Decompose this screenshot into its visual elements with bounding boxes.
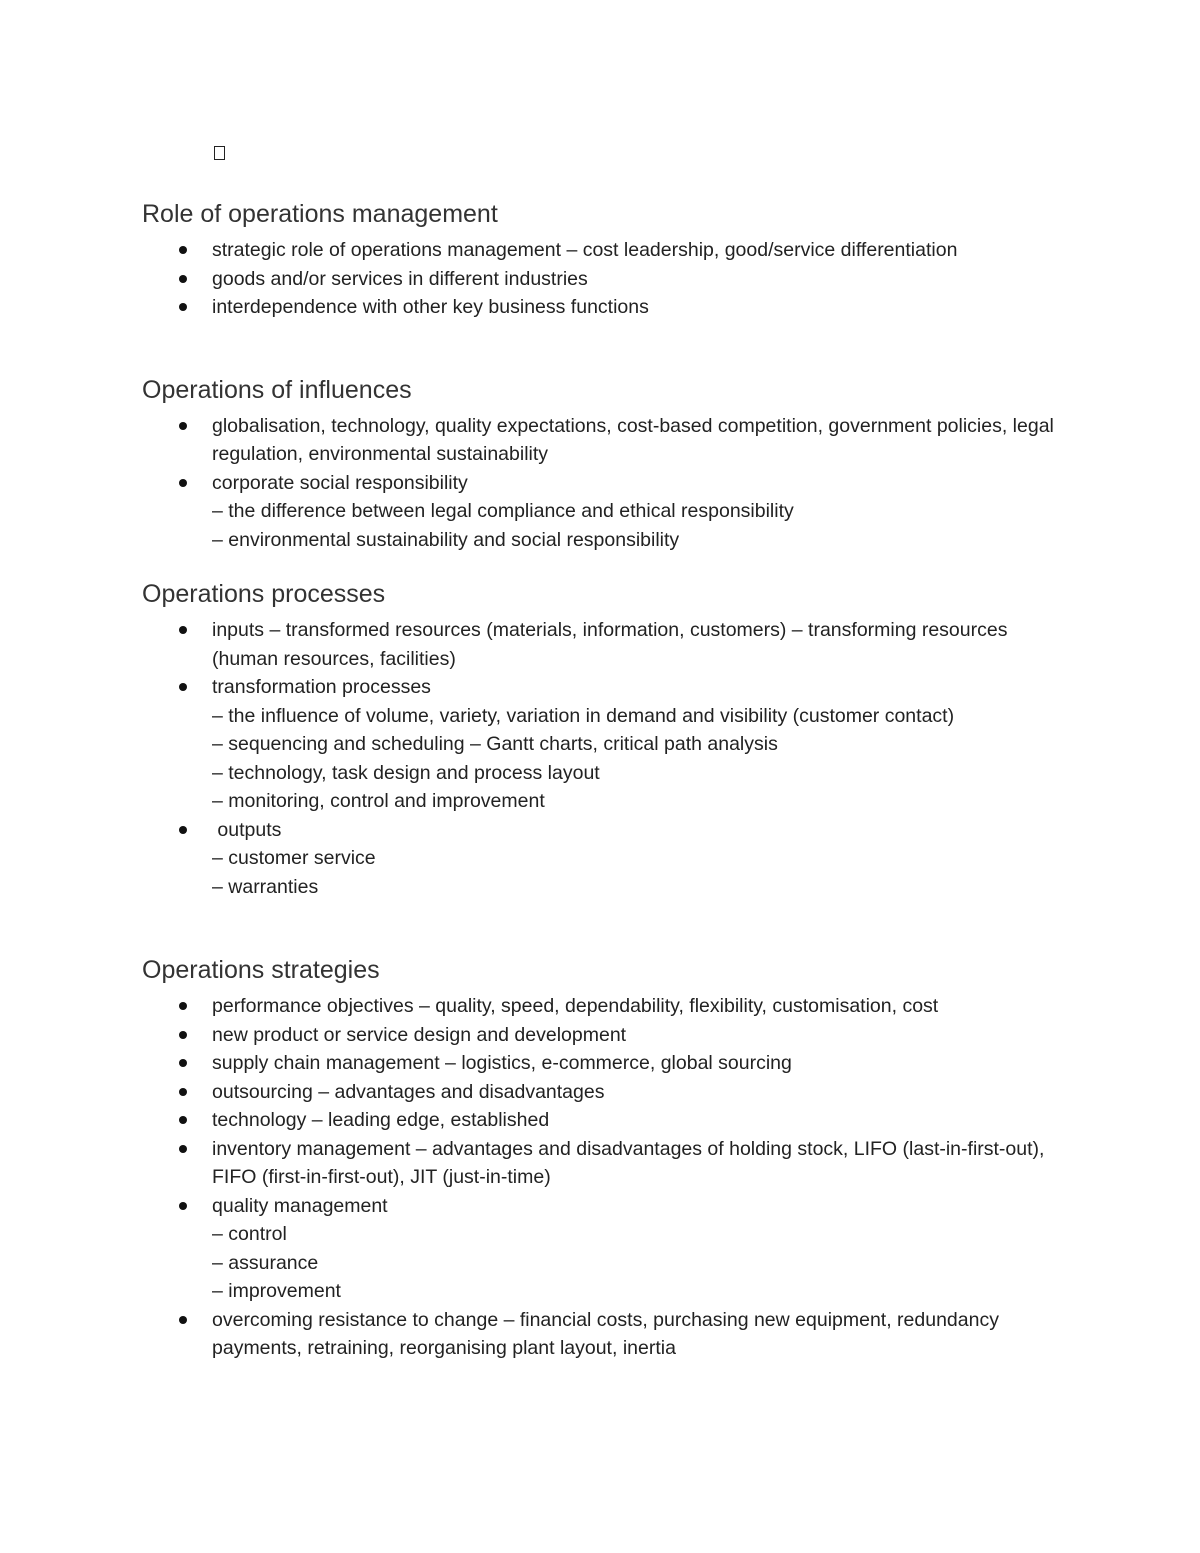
sub-item: – sequencing and scheduling – Gantt charts, critical path analysis	[212, 733, 778, 755]
list-item-text: new product or service design and development	[212, 1023, 627, 1046]
list-item-text: technology – leading edge, established	[212, 1109, 550, 1131]
list-item	[142, 265, 1062, 294]
bullet-icon	[179, 1145, 187, 1153]
spacer	[142, 322, 1062, 368]
list-item	[142, 1078, 1062, 1107]
list-item	[142, 1135, 1062, 1192]
bullet-icon	[179, 1202, 187, 1210]
bullet-icon	[179, 1002, 187, 1010]
bullet-icon	[179, 275, 187, 283]
sub-item: – control	[212, 1223, 287, 1245]
sub-item: – technology, task design and process layout	[212, 761, 600, 784]
bullet-icon	[179, 1059, 187, 1067]
list-item-text: transformation processes	[212, 676, 431, 698]
missing-glyph-box	[214, 146, 225, 160]
bullet-icon	[179, 303, 187, 311]
list-item	[142, 1049, 1062, 1078]
spacer	[142, 901, 1062, 948]
list-item	[142, 816, 1062, 902]
list-item-text: globalisation, technology, quality expectations, cost-based competition, government policies, legal regulation, environmental sustainability	[212, 414, 1054, 465]
list-item	[142, 469, 1062, 555]
sub-item: – customer service	[212, 847, 376, 869]
list-item	[142, 412, 1062, 469]
section-heading: Operations strategies	[142, 956, 380, 984]
bullet-icon	[179, 1116, 187, 1124]
list-item	[142, 616, 1062, 673]
bullet-list	[142, 236, 1062, 322]
bullet-icon	[179, 683, 187, 691]
list-item	[142, 236, 1062, 265]
section-role-of-operations-management	[142, 192, 1062, 322]
sub-item: – the influence of volume, variety, variation in demand and visibility (customer contact)	[212, 704, 955, 727]
bullet-list	[142, 992, 1062, 1363]
list-item	[142, 1021, 1062, 1050]
list-item-text: inventory management – advantages and disadvantages of holding stock, LIFO (last-in-first-out), FIFO (first-in-first-out), JIT (just-in-time)	[212, 1137, 1045, 1188]
document-content	[142, 192, 1062, 1363]
sub-item: – warranties	[212, 875, 319, 898]
list-item-text: corporate social responsibility	[212, 471, 468, 494]
bullet-icon	[179, 422, 187, 430]
bullet-list	[142, 616, 1062, 901]
bullet-icon	[179, 1031, 187, 1039]
bullet-icon	[179, 826, 187, 834]
spacer	[142, 554, 1062, 572]
bullet-list	[142, 412, 1062, 555]
list-item-text: strategic role of operations management – cost leadership, good/service differentiation	[212, 239, 958, 261]
section-operations-processes	[142, 572, 1062, 901]
list-item	[142, 293, 1062, 322]
list-item-text: outsourcing – advantages and disadvantages	[212, 1080, 605, 1103]
list-item	[142, 1106, 1062, 1135]
list-item-text: overcoming resistance to change – financial costs, purchasing new equipment, redundancy payments, retraining, reorganising plant layout, inertia	[212, 1308, 999, 1359]
list-item-text: supply chain management – logistics, e-commerce, global sourcing	[212, 1052, 792, 1074]
bullet-icon	[179, 479, 187, 487]
bullet-icon	[179, 626, 187, 634]
list-item-text: quality management	[212, 1194, 388, 1217]
sub-item: – environmental sustainability and social responsibility	[212, 528, 680, 551]
section-operations-of-influences	[142, 368, 1062, 555]
sub-item: – assurance	[212, 1251, 319, 1274]
sub-item: – the difference between legal compliance and ethical responsibility	[212, 500, 794, 522]
list-item-text: inputs – transformed resources (materials, information, customers) – transforming resources (human resources, facilities)	[212, 619, 1008, 670]
bullet-icon	[179, 246, 187, 254]
section-operations-strategies	[142, 948, 1062, 1363]
list-item-text: outputs	[212, 818, 282, 841]
list-item	[142, 992, 1062, 1021]
bullet-icon	[179, 1316, 187, 1324]
section-heading: Operations of influences	[142, 375, 412, 404]
list-item-text: interdependence with other key business functions	[212, 296, 649, 318]
list-item	[142, 1306, 1062, 1363]
list-item	[142, 673, 1062, 816]
list-item	[142, 1192, 1062, 1306]
list-item-text: performance objectives – quality, speed, dependability, flexibility, customisation, cost	[212, 995, 939, 1017]
bullet-icon	[179, 1088, 187, 1096]
sub-item: – monitoring, control and improvement	[212, 790, 545, 812]
list-item-text: goods and/or services in different industries	[212, 267, 588, 290]
sub-item: – improvement	[212, 1280, 341, 1302]
section-heading: Role of operations management	[142, 200, 498, 228]
section-heading: Operations processes	[142, 580, 386, 608]
